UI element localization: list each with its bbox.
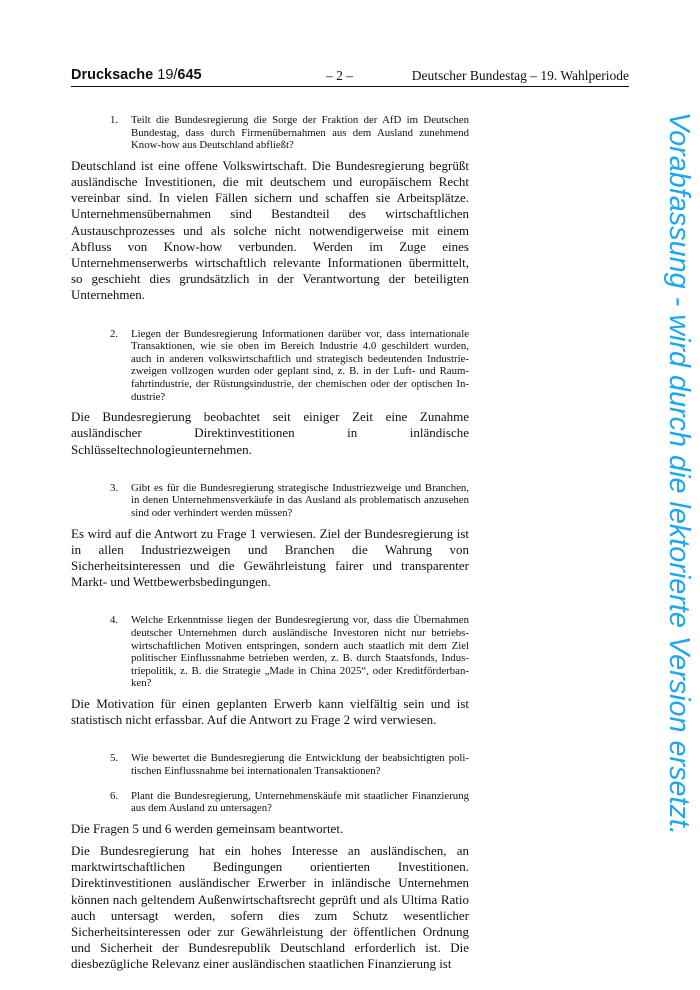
draft-watermark: Vorabfassung - wird durch die lektorierte Version ersetzt. <box>663 112 695 835</box>
question-3: 3. Gibt es für die Bundesregierung strategische Industriezweige und Branchen, in denen Unternehmensverkäufe in das Ausland als problematisch anzusehen sind oder verhindert werden müssen? <box>110 481 469 519</box>
question-2: 2. Liegen der Bundesregierung Informationen darüber vor, dass internationale Transaktionen, wie sie oben im Bereich Industrie 4.0 geschildert wurden, auch in anderen volkswirtschaftlich und strategisch bedeutenden Industriezweigen vollzogen wurden oder geplant sind, z. B. in der Luft- und Raumfahrtindustrie, der Rüstungsindustrie, der chemischen oder der optischen Industrie? <box>110 327 469 403</box>
document-body <box>71 114 469 973</box>
question-4: 4. Welche Erkenntnisse liegen der Bundesregierung vor, dass die Übernahmen deutscher Unternehmen durch ausländische Investoren nicht nur betriebswirtschaftlichen Motiven entspringen, sondern auch staatlich mit dem Ziel politischer Einflussnahme betrieben werden, z. B. durch Staatsfonds, Industriepolitik, z. B. die Strategie „Made in China 2025“, oder Kreditförderbanken? <box>110 614 469 690</box>
document-number: Drucksache 19/645 <box>71 67 202 83</box>
question-5: 5. Wie bewertet die Bundesregierung die Entwicklung der beabsichtigten politischen Einflussnahme bei internationalen Transaktionen? <box>110 752 469 777</box>
parliament-term: Deutscher Bundestag – 19. Wahlperiode <box>411 68 629 83</box>
answer-3: Es wird auf die Antwort zu Frage 1 verwiesen. Ziel der Bundesregierung ist in allen Industriezweigen und Branchen die Wahrung von Sicherheitsinteressen und die Gewährleistung fairer und transparenter Markt- und Wettbewerbsbedingungen. <box>71 525 469 590</box>
answer-5-6: Die Bundesregierung hat ein hohes Interesse an ausländischen, an marktwirtschaftlichen Bedingungen orientierten Investitionen. Direktinvestitionen ausländischer Erwerber in inländische Unternehmen können nach geltendem Außenwirtschaftsrecht geprüft und als Ultima Ratio auch untersagt werden, sofern dies zum Schutz wesentlicher Sicherheitsinteressen oder zur Gewährleistung der öffentlichen Ordnung und Sicherheit der Bundesrepublik Deutschland erforderlich ist. Die diesbezügliche Relevanz einer ausländischen staatlichen Finanzierung ist <box>71 842 469 972</box>
answer-5-6-intro: Die Fragen 5 und 6 werden gemeinsam beantwortet. <box>71 820 344 836</box>
answer-1: Deutschland ist eine offene Volkswirtschaft. Die Bundesregierung begrüßt ausländische Investitionen, die mit deutschem und europäischem Recht vereinbar sind. In vielen Fällen sichern und schaffen sie Arbeitsplätze. Unternehmensübernahmen sind Bestandteil des wirtschaftlichen Austauschprozesses und als solche nicht notwendigerweise mit einem Abfluss von Know-how verbunden. Werden im Zuge eines Unternehmenserwerbs wirtschaftlich relevante Informationen übermittelt, so geschieht dies grundsätzlich in der Verantwortung der beteiligten Unternehmen. <box>71 157 469 303</box>
page-header <box>71 66 629 87</box>
page-number: – 2 – <box>326 68 353 83</box>
question-1: 1. Teilt die Bundesregierung die Sorge der Fraktion der AfD im Deutschen Bundestag, dass durch Firmenübernahmen aus dem Ausland zunehmend Know-how aus Deutschland abfließt? <box>110 114 469 152</box>
question-6: 6. Plant die Bundesregierung, Unternehmenskäufe mit staatlicher Finanzierung aus dem Ausland zu untersagen? <box>110 789 469 815</box>
answer-2: Die Bundesregierung beobachtet seit einiger Zeit eine Zunahme ausländischer Direktinvestitionen in inländische Schlüsseltechnologieunternehmen. <box>71 409 469 457</box>
answer-4: Die Motivation für einen geplanten Erwerb kann vielfältig sein und ist statistisch nicht erfassbar. Auf die Antwort zu Frage 2 wird verwiesen. <box>71 695 469 728</box>
